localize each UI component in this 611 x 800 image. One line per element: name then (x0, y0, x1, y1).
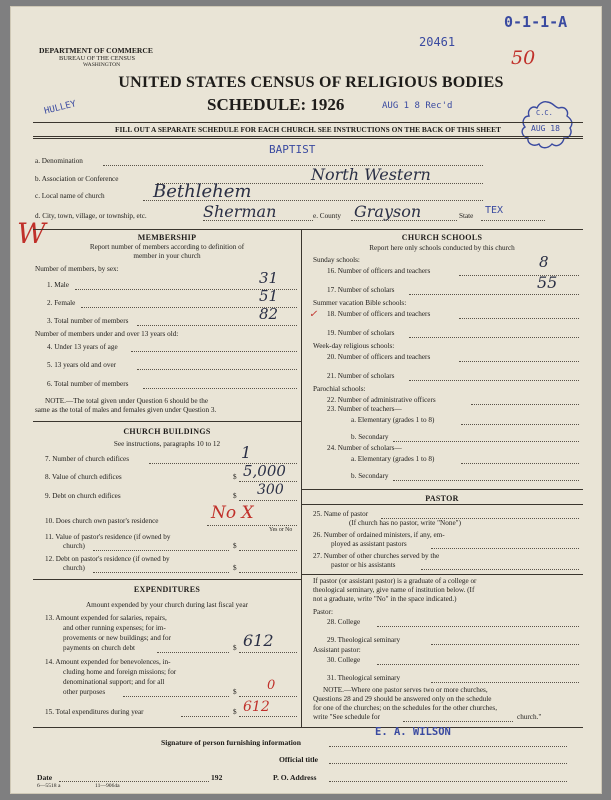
city-town-label: d. City, town, village, or township, etc. (35, 212, 147, 220)
form-title: UNITED STATES CENSUS OF RELIGIOUS BODIES (118, 74, 504, 91)
po-address-label: P. O. Address (273, 773, 317, 782)
q27-label-2: pastor or his assistants (331, 561, 396, 569)
membership-note-2: same as the total of males and females given under Question 3. (35, 406, 217, 414)
membership-intro-2: member in your church (133, 252, 201, 260)
hulley-stamp: HULLEY (43, 99, 78, 117)
buildings-title: CHURCH BUILDINGS (123, 427, 211, 436)
q7-value: 1 (241, 443, 252, 462)
parochial-schools-label: Parochial schools: (313, 385, 366, 393)
q5-label: 5. 13 years old and over (47, 361, 117, 369)
sunday-schools-label: Sunday schools: (313, 256, 360, 264)
assistant-pastor-subhead: Assistant pastor: (313, 646, 361, 654)
yes-no-hint: Yes or No (269, 527, 293, 533)
instructions-banner: FILL OUT A SEPARATE SCHEDULE FOR EACH CHURCH. SEE INSTRUCTIONS ON THE BACK OF THIS SHEET (115, 125, 501, 134)
q23a-label: a. Elementary (grades 1 to 8) (351, 416, 435, 424)
q26-label-1: 26. Number of ordained ministers, if any, em- (313, 531, 445, 539)
county-value: Grayson (354, 202, 422, 221)
department-label: DEPARTMENT OF COMMERCE (39, 46, 153, 55)
q6-label: 6. Total number of members (47, 380, 129, 388)
q12-dollar: $ (233, 564, 237, 572)
q7-label: 7. Number of church edifices (45, 455, 130, 463)
q13-dollar: $ (233, 644, 237, 652)
q13-label-4: payments on church debt (63, 644, 136, 652)
association-value: North Western (311, 165, 431, 184)
q3-value: 82 (259, 305, 279, 323)
q16-label: 16. Number of officers and teachers (327, 267, 431, 275)
red-number-mark: 50 (511, 47, 536, 69)
q28-label: 28. College (327, 618, 361, 626)
q11-dollar: $ (233, 542, 237, 550)
serial-number-stamp: 20461 (419, 35, 456, 49)
q13-label-3: provements or new buildings; and for (63, 634, 171, 642)
q30-label: 30. College (327, 656, 361, 664)
q17-label: 17. Number of scholars (327, 286, 395, 294)
q27-label-1: 27. Number of other churches served by the (313, 552, 440, 560)
pastor-note-2: Questions 28 and 29 should be answered only on the schedule (313, 695, 492, 703)
state-value: TEX (485, 205, 504, 216)
q8-label: 8. Value of church edifices (45, 473, 122, 481)
q3-label: 3. Total number of members (47, 317, 129, 325)
q18-label: 18. Number of officers and teachers (327, 310, 431, 318)
q24-label: 24. Number of scholars— (327, 444, 402, 452)
q2-label: 2. Female (47, 299, 76, 307)
q2-value: 51 (259, 287, 279, 305)
q1-value: 31 (259, 269, 279, 287)
q14-label-1: 14. Amount expended for benevolences, in- (45, 658, 171, 666)
schedule-title: SCHEDULE: 1926 (207, 95, 345, 114)
q22-label: 22. Number of administrative officers (327, 396, 436, 404)
q15-dollar: $ (233, 708, 237, 716)
q4-label: 4. Under 13 years of age (47, 343, 118, 351)
expenditures-title: EXPENDITURES (133, 585, 201, 594)
expenditures-sub: Amount expended by your church during last fiscal year (85, 601, 249, 609)
q11-label-1: 11. Value of pastor's residence (if owned by (45, 533, 171, 541)
church-name-value: Bethlehem (153, 181, 252, 202)
schools-sub: Report here only schools conducted by this church (369, 244, 515, 252)
q14-value: 0 (267, 678, 276, 693)
q17-value: 55 (537, 273, 558, 292)
signature-value: E. A. WILSON (375, 726, 451, 738)
q9-value: 300 (257, 482, 284, 498)
q14-dollar: $ (233, 688, 237, 696)
pastor-note-4: write "See schedule for (313, 713, 380, 721)
q21-label: 21. Number of scholars (327, 372, 395, 380)
received-stamp: AUG 1 8 Rec'd (382, 101, 453, 111)
q14-label-2: cluding home and foreign missions; for (63, 668, 177, 676)
summer-schools-label: Summer vacation Bible schools: (313, 299, 407, 307)
membership-note-1: NOTE.—The total given under Question 6 should be the (45, 397, 209, 405)
pastor-subhead: Pastor: (313, 608, 333, 616)
q15-value: 612 (243, 699, 270, 715)
membership-intro-1: Report number of members according to definition of (89, 243, 245, 251)
state-label: State (459, 212, 474, 220)
census-schedule-sheet (10, 6, 602, 794)
q24a-label: a. Elementary (grades 1 to 8) (351, 455, 435, 463)
q10-label: 10. Does church own pastor's residence (45, 517, 159, 525)
q16-value: 8 (539, 253, 549, 271)
pastor-note-3: for one of the churches; on the schedules for the other churches, (313, 704, 498, 712)
q20-label: 20. Number of officers and teachers (327, 353, 431, 361)
q25-label: 25. Name of pastor (313, 510, 369, 518)
q23b-label: b. Secondary (351, 433, 389, 441)
city-label: WASHINGTON (83, 62, 121, 68)
signature-label: Signature of person furnishing information (161, 738, 301, 747)
graduate-note-2: theological seminary, give name of institution below. (If (313, 586, 475, 594)
city-town-value: Sherman (203, 202, 277, 221)
q13-label-2: and other running expenses; for im- (63, 624, 166, 632)
seal-top-text: C.C. (536, 109, 553, 117)
weekday-schools-label: Week-day religious schools: (313, 342, 395, 350)
q25-hint: (If church has no pastor, write "None") (349, 519, 461, 527)
w-check-mark: W (17, 217, 46, 250)
bureau-label: BUREAU OF THE CENSUS (59, 55, 136, 62)
buildings-sub: See instructions, paragraphs 10 to 12 (113, 440, 221, 448)
q9-dollar: $ (233, 492, 237, 500)
form-number-2: 11—9064a (95, 783, 120, 789)
membership-title: MEMBERSHIP (137, 233, 197, 242)
q12-label-1: 12. Debt on pastor's residence (if owned by (45, 555, 170, 563)
date-label: Date (37, 773, 53, 782)
q1-label: 1. Male (47, 281, 69, 289)
q10-value: No X (211, 503, 254, 523)
q26-label-2: ployed as assistant pastors (331, 540, 407, 548)
pastor-note-4-end: church." (517, 713, 542, 721)
church-name-label: c. Local name of church (35, 192, 105, 200)
graduate-note-1: If pastor (or assistant pastor) is a graduate of a college or (313, 577, 477, 585)
q8-dollar: $ (233, 473, 237, 481)
q13-label-1: 13. Amount expended for salaries, repairs, (45, 614, 167, 622)
q15-label: 15. Total expenditures during year (45, 708, 144, 716)
association-label: b. Association or Conference (35, 175, 119, 183)
q11-label-2: church) (63, 542, 85, 550)
members-by-sex-label: Number of members, by sex: (35, 265, 119, 273)
q31-label: 31. Theological seminary (327, 674, 401, 682)
members-under-over-label: Number of members under and over 13 years old: (35, 330, 179, 338)
q29-label: 29. Theological seminary (327, 636, 401, 644)
graduate-note-3: not a graduate, write "No" in the space indicated.) (313, 595, 457, 603)
file-code-stamp: 0-1-1-A (504, 13, 568, 31)
year-label: 192 (211, 773, 223, 782)
q14-label-4: other purposes (63, 688, 106, 696)
q12-label-2: church) (63, 564, 85, 572)
q9-label: 9. Debt on church edifices (45, 492, 121, 500)
q13-value: 612 (243, 631, 274, 650)
denomination-label: a. Denomination (35, 157, 83, 165)
county-label: e. County (313, 212, 341, 220)
schools-title: CHURCH SCHOOLS (401, 233, 483, 242)
q8-value: 5,000 (243, 462, 286, 480)
form-number: 6—5518 a (37, 783, 61, 789)
official-title-label: Official title (279, 755, 319, 764)
q19-label: 19. Number of scholars (327, 329, 395, 337)
pastor-note-1: NOTE.—Where one pastor serves two or more churches, (323, 686, 488, 694)
q18-checkmark: ✓ (309, 309, 318, 320)
q14-label-3: denominational support; and for all (63, 678, 165, 686)
q23-label: 23. Number of teachers— (327, 405, 402, 413)
denomination-stamp: BAPTIST (269, 143, 316, 156)
q24b-label: b. Secondary (351, 472, 389, 480)
pastor-title: PASTOR (425, 494, 459, 503)
seal-date-text: AUG 18 (531, 124, 560, 133)
